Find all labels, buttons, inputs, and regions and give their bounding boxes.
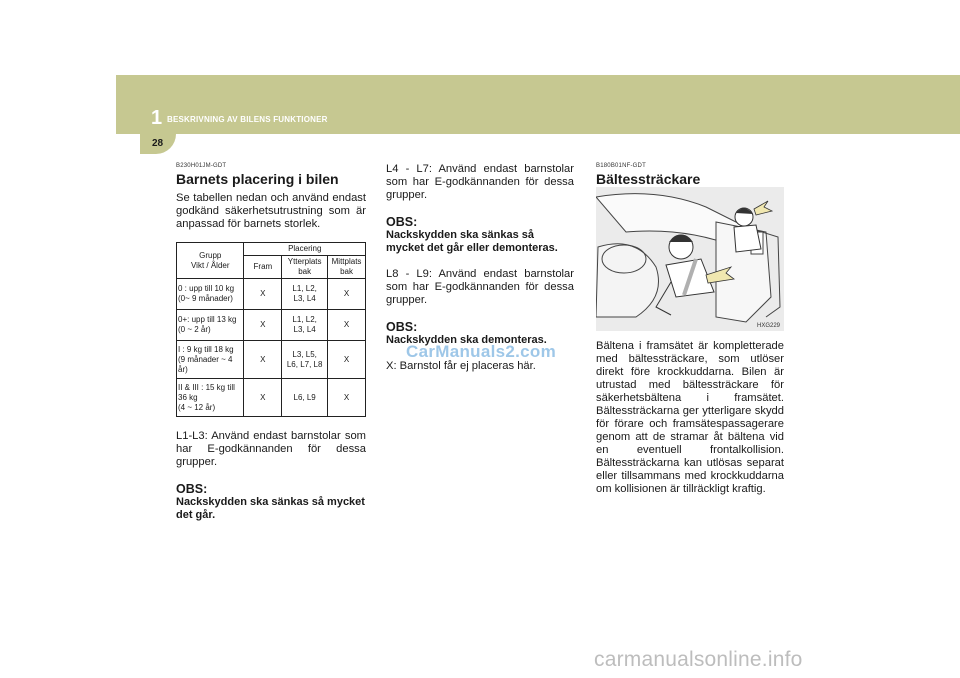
fram-cell: X [244, 379, 282, 417]
ytterplats-cell: L1, L2, L3, L4 [282, 279, 328, 310]
obs-title: OBS: [386, 320, 418, 334]
col-mittplats: Mittplats bak [328, 256, 366, 279]
chapter-title: BESKRIVNING AV BILENS FUNKTIONER [167, 115, 328, 124]
car-interior-drawing [596, 187, 784, 331]
mittplats-cell: X [328, 310, 366, 341]
table-row [177, 379, 366, 417]
ytterplats-cell: L3, L5, L6, L7, L8 [282, 341, 328, 379]
mittplats-cell: X [328, 279, 366, 310]
fram-cell: X [244, 279, 282, 310]
placement-header: Placering [244, 243, 366, 256]
section-heading: Bältessträckare [596, 171, 701, 187]
child-seat-table [176, 242, 366, 417]
chapter-number: 1 [151, 107, 163, 129]
obs-text: Nackskydden ska sänkas så mycket det går eller demonteras. [386, 229, 558, 254]
group-cell: II & III : 15 kg till 36 kg (4 ~ 12 år) [177, 379, 244, 417]
obs-title: OBS: [176, 482, 208, 496]
col-ytterplats: Ytterplats bak [282, 256, 328, 279]
ytterplats-cell: L6, L9 [282, 379, 328, 417]
table-row [177, 341, 366, 379]
image-code: HXG229 [756, 323, 780, 329]
obs-title: OBS: [386, 215, 418, 229]
ytterplats-cell: L1, L2, L3, L4 [282, 310, 328, 341]
seatbelt-pretensioner-illustration [596, 187, 784, 331]
group-cell: I : 9 kg till 18 kg (9 månader ~ 4 år) [177, 341, 244, 379]
l8-l9-paragraph: L8 - L9: Använd endast barnstolar som har E-godkännanden för dessa grupper. [386, 268, 574, 306]
fram-cell: X [244, 341, 282, 379]
fram-cell: X [244, 310, 282, 341]
carmanuals2-watermark: CarManuals2.com [406, 342, 556, 361]
section-code: B230H01JM-GDT [176, 163, 227, 169]
x-paragraph: X: Barnstol får ej placeras här. [386, 360, 536, 372]
pretensioner-paragraph: Bältena i framsätet är kompletterade med bältessträckare, som utlöser direkt före krockkuddarna. Bilen är utrustad med bältessträckare för säkerhetsbältena i framsätet. Bältessträckarna ger ytterligare skydd för förare och framsätespassagerare genom att de stramar åt bältena vid en eventuell frontalkollision. Bältessträckarna kan utlösas separat eller tillsammans med krockkuddarna om kollisionen är tillräckligt kraftig. [596, 340, 784, 495]
left-column [176, 163, 366, 522]
right-column [596, 163, 784, 187]
obs-text: Nackskydden ska sänkas så mycket det går. [176, 496, 365, 521]
group-cell: 0+: upp till 13 kg (0 ~ 2 år) [177, 310, 244, 341]
obs-text: Nackskydden ska demonteras. [386, 334, 547, 346]
table-row [177, 279, 366, 310]
section-code: B180B01NF-GDT [596, 163, 646, 169]
mittplats-cell: X [328, 379, 366, 417]
col-fram: Fram [244, 256, 282, 279]
page-number: 28 [152, 138, 164, 149]
group-cell: 0 : upp till 10 kg (0~ 9 månader) [177, 279, 244, 310]
footer-watermark: carmanualsonline.info [594, 648, 803, 671]
chapter-header-band [116, 75, 960, 134]
intro-paragraph: Se tabellen nedan och använd endast godkänd säkerhetsutrustning som är anpassad för barnets storlek. [176, 192, 366, 230]
group-header: Grupp Vikt / Ålder [177, 243, 244, 279]
l4-l7-paragraph: L4 - L7: Använd endast barnstolar som har E-godkännanden för dessa grupper. [386, 163, 574, 201]
section-heading: Barnets placering i bilen [176, 171, 339, 187]
mittplats-cell: X [328, 341, 366, 379]
table-row [177, 310, 366, 341]
l1-l3-paragraph: L1-L3: Använd endast barnstolar som har E-godkännanden för dessa grupper. [176, 430, 366, 468]
